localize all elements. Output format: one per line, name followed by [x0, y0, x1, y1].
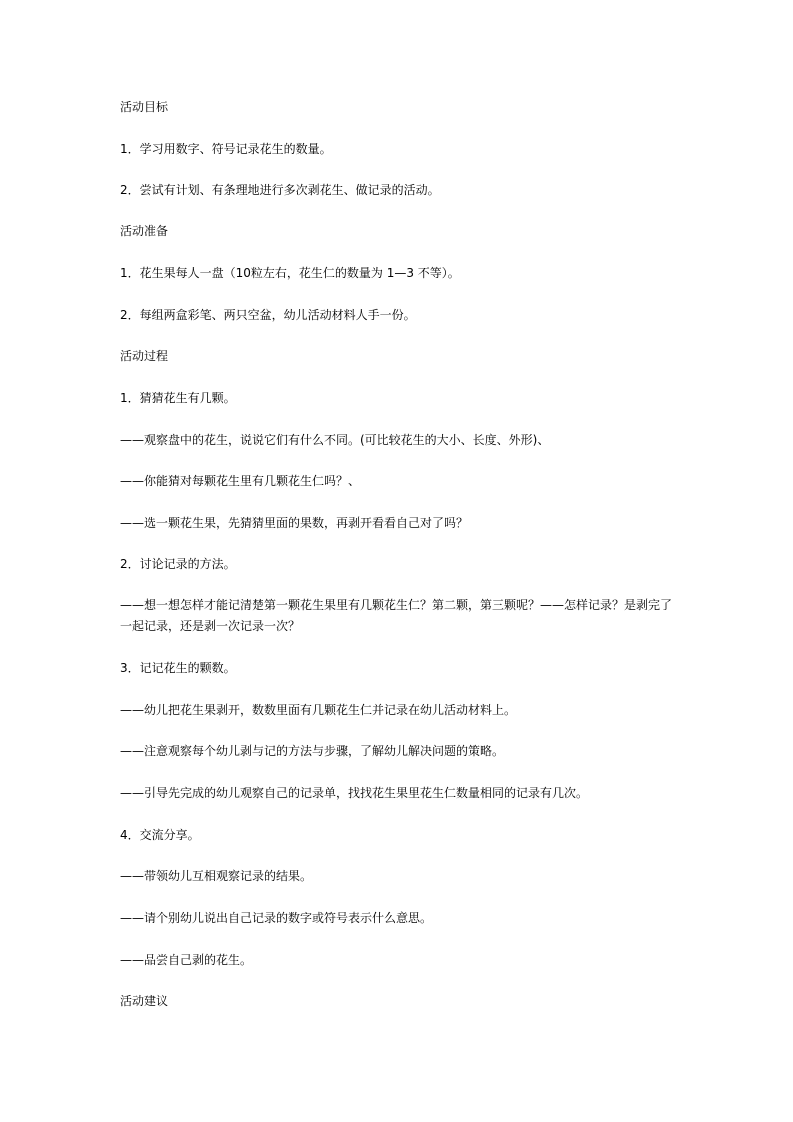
paragraph: 3．记记花生的颗数。	[120, 661, 236, 675]
paragraph: ——引导先完成的幼儿观察自己的记录单，找找花生果里花生仁数量相同的记录有几次。	[120, 786, 589, 800]
paragraph: 1．花生果每人一盘（10粒左右，花生仁的数量为 1—3 不等）。	[120, 266, 460, 280]
paragraph: 4．交流分享。	[120, 828, 200, 842]
paragraph: ——观察盘中的花生，说说它们有什么不同。(可比较花生的大小、长度、外形)、	[120, 433, 550, 447]
paragraph: ——注意观察每个幼儿剥与记的方法与步骤，了解幼儿解决问题的策略。	[120, 744, 505, 758]
paragraph: 1．学习用数字、符号记录花生的数量。	[120, 142, 332, 156]
paragraph: ——品尝自己剥的花生。	[120, 953, 253, 967]
heading-activity-preparation: 活动准备	[120, 224, 169, 238]
paragraph: ——带领幼儿互相观察记录的结果。	[120, 869, 313, 883]
paragraph: ——你能猜对每颗花生里有几颗花生仁吗？、	[120, 474, 361, 488]
paragraph: ——请个别幼儿说出自己记录的数字或符号表示什么意思。	[120, 911, 433, 925]
paragraph: 2．每组两盒彩笔、两只空盆，幼儿活动材料人手一份。	[120, 308, 416, 322]
heading-activity-goals: 活动目标	[120, 100, 169, 114]
paragraph-multiline: ——想一想怎样才能记清楚第一颗花生果里有几颗花生仁？第二颗，第三颗呢？——怎样记录？是剥完了一起记录，还是剥一次记录一次？	[120, 598, 673, 633]
paragraph: 1．猜猜花生有几颗。	[120, 391, 236, 405]
paragraph: ——幼儿把花生果剥开，数数里面有几颗花生仁并记录在幼儿活动材料上。	[120, 703, 517, 717]
heading-activity-process: 活动过程	[120, 349, 169, 363]
paragraph: 2．尝试有计划、有条理地进行多次剥花生、做记录的活动。	[120, 183, 440, 197]
paragraph: ——选一颗花生果，先猜猜里面的果数，再剥开看看自己对了吗？	[120, 516, 469, 530]
heading-activity-suggestions: 活动建议	[120, 994, 169, 1008]
paragraph: 2．讨论记录的方法。	[120, 557, 236, 571]
